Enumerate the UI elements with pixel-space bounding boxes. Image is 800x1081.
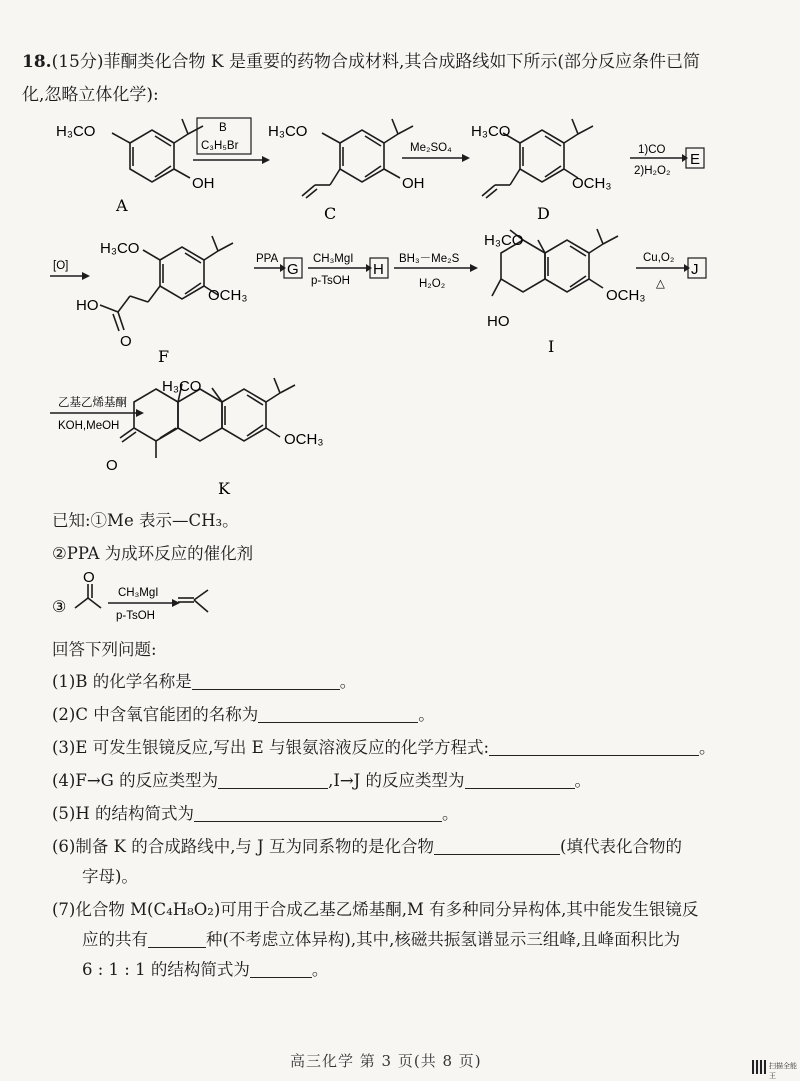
label-D: D xyxy=(537,204,550,223)
question-1 xyxy=(52,668,356,692)
cond-KOH-MeOH: KOH,MeOH xyxy=(58,420,120,432)
page-footer: 高三化学 第 3 页(共 8 页) xyxy=(290,1052,482,1070)
q4-end: 。 xyxy=(574,771,592,790)
ring-A xyxy=(130,130,174,182)
question-7: (7)化合物 M(C₄H₈O₂)可用于合成乙基乙烯基酮,M 有多种同分异构体,其中能发生银镜反 xyxy=(52,900,699,919)
cond-Me2SO4: Me₂SO₄ xyxy=(410,142,452,154)
q7-answer-blank-1[interactable] xyxy=(148,930,206,948)
cond-CO: 1)CO xyxy=(638,144,666,156)
q4-text: (4)F→G 的反应类型为 xyxy=(52,771,219,790)
q2-text: (2)C 中含氧官能团的名称为 xyxy=(52,705,259,724)
q6-answer-blank[interactable] xyxy=(434,837,560,855)
D-och3: OCH₃ xyxy=(572,175,612,192)
ring-I-aromatic xyxy=(545,240,589,292)
known-3-num: ③ xyxy=(52,597,67,616)
q2-answer-blank[interactable] xyxy=(258,705,418,723)
q7-text-d: 6 : 1 : 1 的结构简式为 xyxy=(82,960,250,979)
q7-text-b: 应的共有 xyxy=(82,930,148,949)
answer-prompt: 回答下列问题: xyxy=(52,640,157,659)
cond-CH3MgI: CH₃MgI xyxy=(313,253,354,265)
known-3-o: O xyxy=(83,569,95,586)
F-methoxy: H₃CO xyxy=(100,240,140,257)
known-1: 已知:①Me 表示—CH₃。 xyxy=(52,511,239,530)
q6-text: (6)制备 K 的合成路线中,与 J 互为同系物的是化合物 xyxy=(52,837,435,856)
q1-end: 。 xyxy=(339,672,357,691)
K-methoxy: H₃CO xyxy=(162,378,202,395)
cond-H2O2-b: H₂O₂ xyxy=(419,278,446,290)
q5-text: (5)H 的结构简式为 xyxy=(52,804,195,823)
known-3-cond-a: CH₃MgI xyxy=(118,587,159,599)
cond-PPA: PPA xyxy=(256,253,279,265)
cond-B: B xyxy=(219,122,227,134)
question-number: 18. xyxy=(22,52,52,72)
ring-K-aromatic xyxy=(222,389,266,441)
cond-CuO2: Cu,O₂ xyxy=(643,252,675,264)
q5-end: 。 xyxy=(442,804,459,823)
question-intro-2: 化,忽略立体化学): xyxy=(22,85,159,105)
question-7-cont-2 xyxy=(82,956,328,980)
cond-heat: △ xyxy=(656,278,665,290)
question-intro: (15分)菲酮类化合物 K 是重要的药物合成材料,其合成路线如下所示(部分反应条件已简 xyxy=(51,52,701,72)
cond-O: [O] xyxy=(53,260,69,272)
q4-text-2: ,I→J 的反应类型为 xyxy=(328,771,465,790)
F-och3: OCH₃ xyxy=(208,287,248,304)
q7-end: 。 xyxy=(311,960,329,979)
cond-pTsOH: p-TsOH xyxy=(311,275,350,287)
ring-F xyxy=(160,247,204,299)
I-methoxy: H₃CO xyxy=(484,232,524,249)
question-2 xyxy=(52,701,435,725)
box-E-label: E xyxy=(690,151,701,168)
q7-text-c: 种(不考虑立体异构),其中,核磁共振氢谱显示三组峰,且峰面积比为 xyxy=(206,930,681,949)
q1-text: (1)B 的化学名称是 xyxy=(52,672,192,691)
question-6 xyxy=(52,833,682,857)
label-A: A xyxy=(116,196,128,215)
cond-ethyl-vinyl-ketone: 乙基乙烯基酮 xyxy=(58,397,127,409)
label-F: F xyxy=(158,347,170,366)
known-3-cond-b: p-TsOH xyxy=(116,610,155,622)
I-ho: HO xyxy=(487,313,510,330)
F-ho: HO xyxy=(76,297,99,314)
q3-end: 。 xyxy=(699,738,716,757)
question-3 xyxy=(52,734,716,758)
box-J-label: J xyxy=(691,261,699,278)
q5-answer-blank[interactable] xyxy=(194,804,442,822)
q2-end: 。 xyxy=(418,705,435,724)
label-K: K xyxy=(218,479,230,498)
label-I: I xyxy=(548,337,555,356)
K-carbonyl-o: O xyxy=(106,457,118,474)
q1-answer-blank[interactable] xyxy=(192,672,340,690)
ring-K-middle xyxy=(178,389,222,441)
cond-H2O2: 2)H₂O₂ xyxy=(634,165,671,177)
question-6-cont: 字母)。 xyxy=(82,867,138,886)
cond-C3H5Br: C₃H₅Br xyxy=(201,140,239,152)
ring-D xyxy=(520,130,564,182)
ring-K-enone xyxy=(134,389,178,441)
cond-BH3: BH₃－Me₂S xyxy=(399,253,460,265)
q3-answer-blank[interactable] xyxy=(489,738,699,756)
A-methoxy: H₃CO xyxy=(56,123,96,140)
scanner-watermark: 扫描全能王 xyxy=(769,1062,797,1080)
q3-text: (3)E 可发生银镜反应,写出 E 与银氨溶液反应的化学方程式: xyxy=(52,738,490,757)
known-2: ②PPA 为成环反应的催化剂 xyxy=(52,544,254,563)
label-C: C xyxy=(324,204,337,223)
D-methoxy: H₃CO xyxy=(471,123,511,140)
C-hydroxyl: OH xyxy=(402,175,425,192)
box-G-label: G xyxy=(287,261,299,278)
q4-answer-blank-2[interactable] xyxy=(465,771,575,789)
q6-text-2: (填代表化合物的 xyxy=(560,837,682,856)
scanner-logo-icon xyxy=(752,1060,766,1074)
question-7-cont xyxy=(82,926,680,950)
q4-answer-blank-1[interactable] xyxy=(218,771,328,789)
F-carbonyl-o: O xyxy=(120,333,132,350)
box-H-label: H xyxy=(373,261,384,278)
ring-C xyxy=(340,130,384,182)
q7-answer-blank-2[interactable] xyxy=(250,960,312,978)
question-4 xyxy=(52,767,591,791)
K-och3: OCH₃ xyxy=(284,431,324,448)
A-hydroxyl: OH xyxy=(192,175,215,192)
C-methoxy: H₃CO xyxy=(268,123,308,140)
question-5 xyxy=(52,800,459,824)
I-och3: OCH₃ xyxy=(606,287,646,304)
